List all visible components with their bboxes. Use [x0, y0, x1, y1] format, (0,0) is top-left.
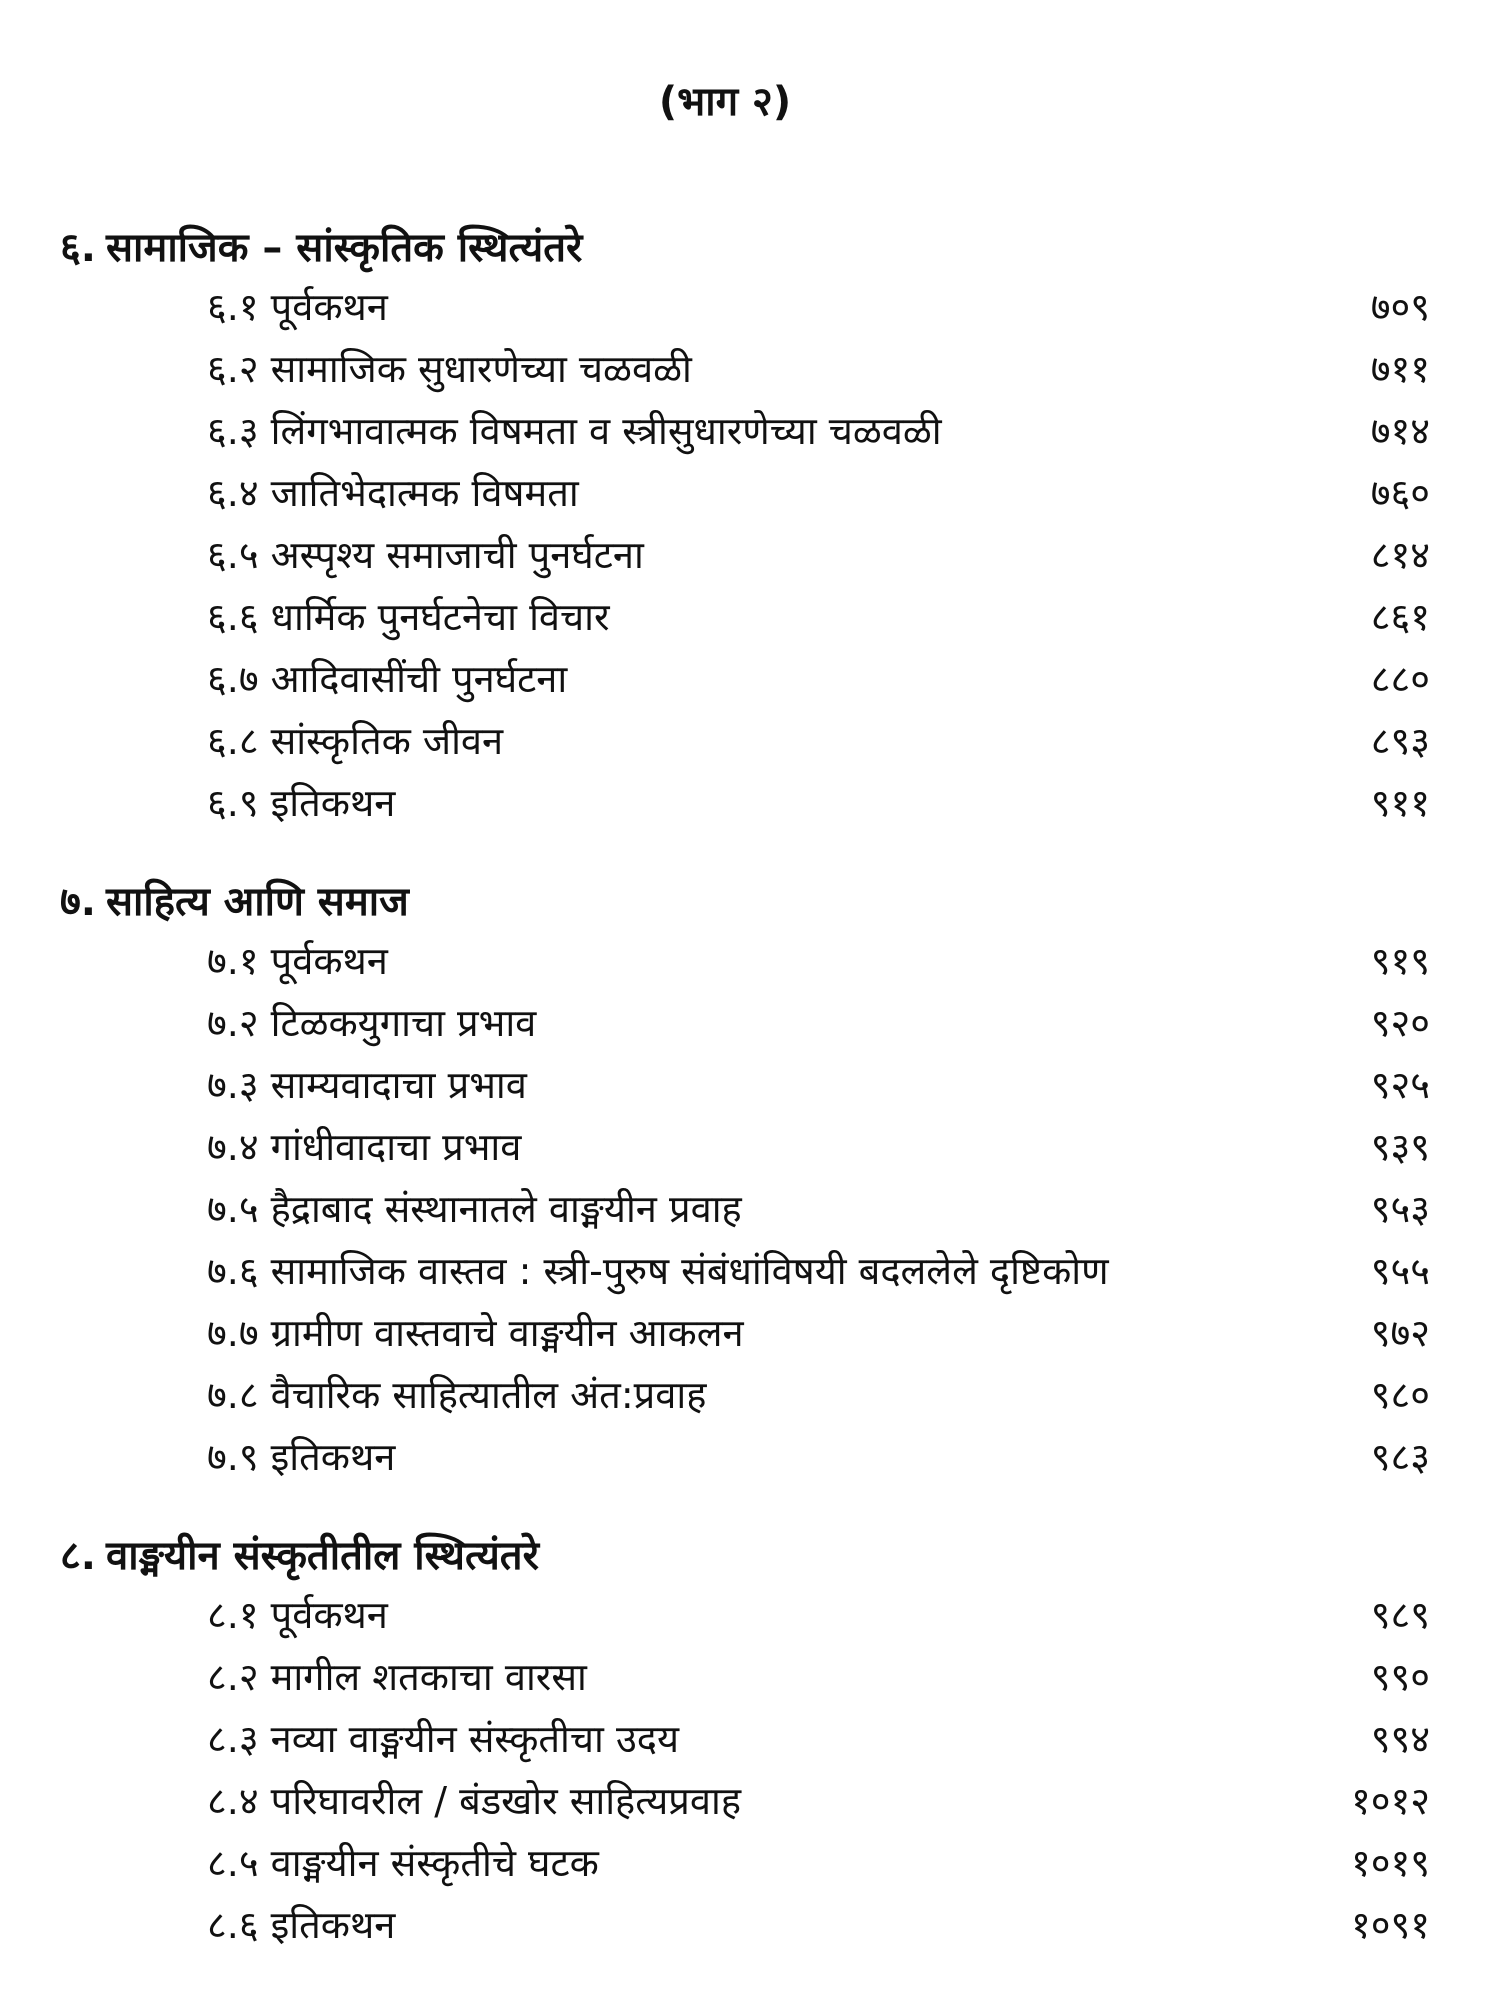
- entry-page-number: ८१४: [1370, 533, 1430, 577]
- toc-entry: [60, 1646, 1430, 1708]
- chapter-number: ८.: [60, 1533, 96, 1579]
- entry-label: [207, 648, 567, 710]
- chapter-heading: [60, 874, 1430, 930]
- entry-page-number: ८९३: [1370, 719, 1430, 763]
- entry-page-number: ९५३: [1370, 1187, 1430, 1231]
- entry-title: सामाजिक सुधारणेच्या चळवळी: [270, 347, 692, 391]
- entry-number: ८.४: [207, 1779, 259, 1823]
- toc-entry: [60, 1708, 1430, 1770]
- entry-page-number: ९८३: [1370, 1435, 1430, 1479]
- entry-number: ६.४: [207, 471, 259, 515]
- entry-number: ६.८: [207, 719, 259, 763]
- entry-label: [207, 1178, 742, 1240]
- entry-label: [207, 1894, 395, 1956]
- entry-number: ६.६: [207, 595, 259, 639]
- toc-entry: [60, 992, 1430, 1054]
- entry-title: इतिकथन: [270, 781, 396, 825]
- entry-number: ७.५: [207, 1187, 259, 1231]
- toc-entry: [60, 1178, 1430, 1240]
- entry-label: [207, 338, 692, 400]
- entry-page-number: १०९१: [1350, 1903, 1430, 1947]
- entry-number: ८.६: [207, 1903, 259, 1947]
- entry-page-number: ९९४: [1370, 1717, 1430, 1761]
- toc-entry: [60, 930, 1430, 992]
- chapter-number: ७.: [60, 879, 96, 925]
- entry-number: ७.८: [207, 1373, 259, 1417]
- entry-page-number: ९९०: [1370, 1655, 1430, 1699]
- entry-page-number: ७११: [1370, 347, 1430, 391]
- toc-entry: [60, 648, 1430, 710]
- entry-title: वैचारिक साहित्यातील अंत:प्रवाह: [270, 1373, 707, 1417]
- entry-label: [207, 1240, 1109, 1302]
- entry-title: टिळकयुगाचा प्रभाव: [270, 1001, 537, 1045]
- toc-entry: [60, 462, 1430, 524]
- entry-number: ६.९: [207, 781, 259, 825]
- entry-title: आदिवासींची पुनर्घटना: [270, 657, 568, 701]
- toc-entry: [60, 586, 1430, 648]
- entry-label: [207, 400, 942, 462]
- entry-label: [207, 1116, 521, 1178]
- entry-title: सामाजिक वास्तव : स्त्री-पुरुष संबंधांविषयी बदललेले दृष्टिकोण: [270, 1249, 1109, 1293]
- entry-title: लिंगभावात्मक विषमता व स्त्रीसुधारणेच्या चळवळी: [270, 409, 942, 453]
- entry-title: धार्मिक पुनर्घटनेचा विचार: [270, 595, 610, 639]
- entry-page-number: ७०९: [1370, 285, 1430, 329]
- entry-page-number: ९७२: [1370, 1311, 1430, 1355]
- chapter-title: सामाजिक – सांस्कृतिक स्थित्यंतरे: [106, 225, 583, 271]
- toc-entry: [60, 1240, 1430, 1302]
- entry-page-number: ७१४: [1370, 409, 1430, 453]
- entry-number: ७.९: [207, 1435, 259, 1479]
- entry-number: ८.३: [207, 1717, 259, 1761]
- entry-title: ग्रामीण वास्तवाचे वाङ्मयीन आकलन: [270, 1311, 744, 1355]
- entry-page-number: ९८९: [1370, 1593, 1430, 1637]
- chapter-title: साहित्य आणि समाज: [106, 879, 409, 925]
- chapter-number: ६.: [60, 225, 96, 271]
- entry-number: ६.३: [207, 409, 259, 453]
- entry-title: मागील शतकाचा वारसा: [270, 1655, 587, 1699]
- entry-title: पूर्वकथन: [270, 939, 388, 983]
- toc-entry: [60, 400, 1430, 462]
- entry-number: ७.३: [207, 1063, 259, 1107]
- entry-title: इतिकथन: [270, 1435, 396, 1479]
- toc-entry: [60, 772, 1430, 834]
- part-title: (भाग २): [658, 79, 792, 125]
- entry-label: [207, 1770, 741, 1832]
- entry-label: [207, 1832, 599, 1894]
- entry-label: [207, 1646, 587, 1708]
- entry-title: परिघावरील / बंडखोर साहित्यप्रवाह: [270, 1779, 742, 1823]
- entry-number: ८.५: [207, 1841, 259, 1885]
- toc-entry: [60, 1894, 1430, 1956]
- toc-entry: [60, 1364, 1430, 1426]
- entry-title: अस्पृश्य समाजाची पुनर्घटना: [270, 533, 644, 577]
- entry-number: ६.२: [207, 347, 259, 391]
- entry-number: ६.५: [207, 533, 259, 577]
- entry-number: ६.७: [207, 657, 259, 701]
- chapter-section: [60, 874, 1430, 1488]
- entry-list: [60, 276, 1430, 834]
- entry-page-number: ९५५: [1370, 1249, 1430, 1293]
- entry-title: पूर्वकथन: [270, 1593, 388, 1637]
- chapter-heading: [60, 1528, 1430, 1584]
- entry-page-number: ९२०: [1370, 1001, 1430, 1045]
- toc-entry: [60, 1116, 1430, 1178]
- entry-label: [207, 1364, 706, 1426]
- toc-entry: [60, 1770, 1430, 1832]
- entry-label: [207, 710, 503, 772]
- toc-entry: [60, 1584, 1430, 1646]
- entry-title: वाङ्मयीन संस्कृतीचे घटक: [270, 1841, 599, 1885]
- entry-title: इतिकथन: [270, 1903, 396, 1947]
- entry-label: [207, 1426, 395, 1488]
- entry-title: नव्या वाङ्मयीन संस्कृतीचा उदय: [270, 1717, 679, 1761]
- entry-number: ७.१: [207, 939, 259, 983]
- entry-title: हैद्राबाद संस्थानातले वाङ्मयीन प्रवाह: [270, 1187, 742, 1231]
- entry-number: ८.२: [207, 1655, 259, 1699]
- entry-page-number: ९२५: [1370, 1063, 1430, 1107]
- toc-entry: [60, 1832, 1430, 1894]
- entry-page-number: १०१२: [1350, 1779, 1430, 1823]
- toc-entry: [60, 338, 1430, 400]
- entry-number: ६.१: [207, 285, 259, 329]
- toc-entry: [60, 1426, 1430, 1488]
- entry-label: [207, 930, 388, 992]
- entry-label: [207, 1302, 744, 1364]
- entry-title: पूर्वकथन: [270, 285, 388, 329]
- entry-page-number: ९१९: [1370, 939, 1430, 983]
- entry-page-number: ९११: [1370, 781, 1430, 825]
- entry-page-number: ९३९: [1370, 1125, 1430, 1169]
- entry-list: [60, 930, 1430, 1488]
- entry-title: साम्यवादाचा प्रभाव: [270, 1063, 527, 1107]
- entry-number: ७.२: [207, 1001, 259, 1045]
- entry-label: [207, 1708, 679, 1770]
- toc-entry: [60, 524, 1430, 586]
- entry-label: [207, 276, 388, 338]
- toc-entry: [60, 710, 1430, 772]
- chapter-list: [60, 220, 1430, 1956]
- entry-title: जातिभेदात्मक विषमता: [270, 471, 579, 515]
- entry-label: [207, 772, 395, 834]
- entry-number: ७.६: [207, 1249, 259, 1293]
- entry-title: गांधीवादाचा प्रभाव: [270, 1125, 522, 1169]
- toc-entry: [60, 276, 1430, 338]
- entry-label: [207, 524, 644, 586]
- entry-page-number: ७६०: [1370, 471, 1430, 515]
- entry-number: ७.७: [207, 1311, 259, 1355]
- entry-label: [207, 586, 610, 648]
- toc-entry: [60, 1302, 1430, 1364]
- entry-title: सांस्कृतिक जीवन: [270, 719, 504, 763]
- entry-number: ८.१: [207, 1593, 259, 1637]
- entry-page-number: १०१९: [1350, 1841, 1430, 1885]
- chapter-title: वाङ्मयीन संस्कृतीतील स्थित्यंतरे: [106, 1533, 539, 1579]
- entry-page-number: ८६१: [1370, 595, 1430, 639]
- entry-list: [60, 1584, 1430, 1956]
- entry-page-number: ८८०: [1370, 657, 1430, 701]
- entry-label: [207, 992, 536, 1054]
- toc-entry: [60, 1054, 1430, 1116]
- chapter-heading: [60, 220, 1430, 276]
- entry-label: [207, 1584, 388, 1646]
- chapter-section: [60, 1528, 1430, 1956]
- entry-label: [207, 1054, 527, 1116]
- chapter-section: [60, 220, 1430, 834]
- entry-label: [207, 462, 579, 524]
- entry-number: ७.४: [207, 1125, 259, 1169]
- entry-page-number: ९८०: [1370, 1373, 1430, 1417]
